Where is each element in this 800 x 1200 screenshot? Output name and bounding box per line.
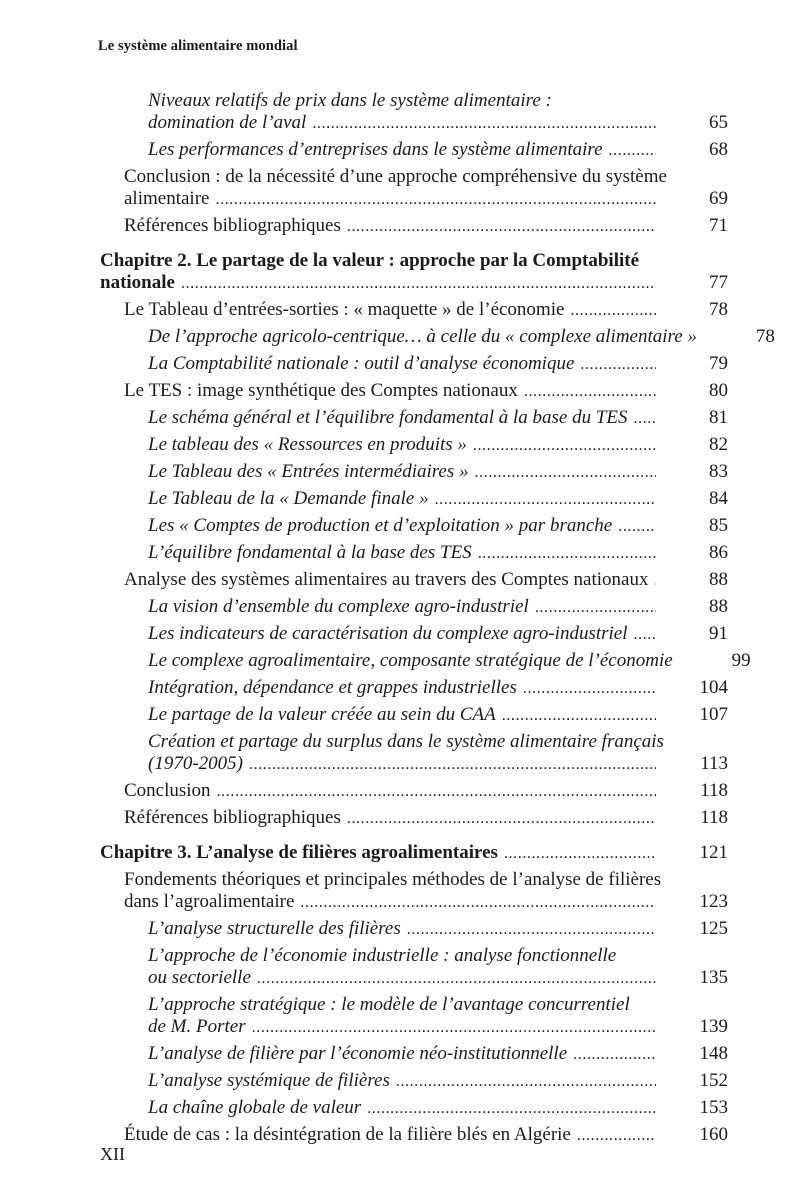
toc-entry-line (124, 891, 728, 914)
toc-page-number: 78 (755, 326, 775, 347)
dot-leader (628, 624, 657, 646)
toc-page-number: 65 (709, 112, 728, 133)
dot-leader (401, 919, 656, 941)
toc-entry (148, 90, 728, 135)
toc-entry-title: ou sectorielle (148, 967, 251, 988)
toc-entry (148, 1070, 728, 1093)
toc-entry-title: Le TES : image synthétique des Comptes nationaux (124, 380, 518, 401)
toc-entry-line (148, 596, 728, 619)
toc-entry-line (148, 112, 728, 135)
toc-entry-title: Chapitre 3. L’analyse de filières agroalimentaires (100, 842, 498, 863)
dot-leader (518, 381, 656, 403)
toc-entry-line (148, 139, 728, 162)
toc-entry (124, 807, 728, 830)
toc-page-number: 107 (699, 704, 728, 725)
toc-page-number: 83 (709, 461, 728, 482)
dot-leader (498, 843, 656, 865)
toc-entry (124, 215, 728, 238)
dot-leader (294, 892, 656, 914)
toc-entry-title: de M. Porter (148, 1016, 246, 1037)
dot-leader (429, 489, 656, 511)
toc-entry-line (148, 1016, 728, 1039)
toc-entry (124, 299, 728, 322)
dot-leader (628, 408, 657, 430)
toc-entry-title: Références bibliographiques (124, 215, 341, 236)
toc-entry-line: L’approche stratégique : le modèle de l’avantage concurrentiel (148, 994, 630, 1015)
toc-entry-line (124, 780, 728, 803)
toc-entry-title: L’analyse systémique de filières (148, 1070, 390, 1091)
toc-entry-title: L’équilibre fondamental à la base des TES (148, 542, 472, 563)
toc-entry-line: Niveaux relatifs de prix dans le système alimentaire : (148, 90, 552, 111)
toc-entry-line (148, 918, 728, 941)
toc-page-number: 78 (709, 299, 728, 320)
toc-page-number: 68 (709, 139, 728, 160)
toc-entry-line (124, 569, 728, 592)
toc-entry-line (148, 434, 728, 457)
toc-entry (148, 596, 728, 619)
toc-entry-title: Conclusion (124, 780, 211, 801)
toc-entry (148, 407, 728, 430)
toc-entry (124, 569, 728, 592)
toc-entry (124, 869, 728, 914)
toc-entry-line (148, 1070, 728, 1093)
toc-entry-line (148, 967, 728, 990)
dot-leader (564, 300, 656, 322)
toc-entry-line (148, 623, 728, 646)
toc-entry-line (124, 380, 728, 403)
toc-page-number: 77 (709, 272, 728, 293)
toc-entry-title: Les « Comptes de production et d’exploitation » par branche (148, 515, 613, 536)
toc-entry (124, 780, 728, 803)
toc-entry-title: La Comptabilité nationale : outil d’analyse économique (148, 353, 575, 374)
toc-entry-line: Chapitre 2. Le partage de la valeur : approche par la Comptabilité (100, 250, 640, 271)
toc-page-number: 160 (699, 1124, 728, 1145)
toc-page-number: 71 (709, 215, 728, 236)
dot-leader (574, 354, 656, 376)
toc-list (100, 90, 775, 1151)
dot-leader (467, 435, 656, 457)
toc-entry-title: La chaîne globale de valeur (148, 1097, 362, 1118)
toc-entry-title: (1970-2005) (148, 753, 243, 774)
toc-entry (148, 650, 751, 673)
dot-leader (175, 273, 656, 295)
toc-entry (148, 488, 728, 511)
toc-entry-title: La vision d’ensemble du complexe agro-industriel (148, 596, 529, 617)
toc-entry-line: L’approche de l’économie industrielle : analyse fonctionnelle (148, 945, 617, 966)
toc-page-number: 85 (709, 515, 728, 536)
dot-leader (209, 189, 656, 211)
toc-entry (148, 1097, 728, 1120)
toc-entry (148, 731, 728, 776)
toc-entry-line (148, 704, 728, 727)
footer-page-number: XII (100, 1144, 125, 1164)
toc-entry-title: L’analyse structurelle des filières (148, 918, 401, 939)
running-header: Le système alimentaire mondial (98, 38, 298, 54)
toc-entry-title: nationale (100, 272, 175, 293)
toc-entry (124, 380, 728, 403)
dot-leader (341, 216, 656, 238)
toc-entry-line (148, 461, 728, 484)
toc-page-number: 118 (700, 807, 728, 828)
toc-page-number: 104 (699, 677, 728, 698)
toc-entry-title: alimentaire (124, 188, 210, 209)
toc-entry-title: Les performances d’entreprises dans le système alimentaire (148, 139, 603, 160)
dot-leader (567, 1044, 656, 1066)
toc-page-number: 91 (709, 623, 728, 644)
toc-entry-line (124, 807, 728, 830)
toc-page-number: 69 (709, 188, 728, 209)
toc-entry-title: Le Tableau d’entrées-sorties : « maquette » de l’économie (124, 299, 565, 320)
toc-entry (148, 677, 728, 700)
dot-leader (251, 968, 656, 990)
toc-page-number: 84 (709, 488, 728, 509)
dot-leader (306, 113, 656, 135)
toc-entry-line: Création et partage du surplus dans le système alimentaire français (148, 731, 664, 752)
dot-leader (612, 516, 656, 538)
toc-entry-title: domination de l’aval (148, 112, 307, 133)
toc-page-number: 88 (709, 596, 728, 617)
dot-leader (390, 1071, 656, 1093)
toc-entry-line (124, 299, 728, 322)
toc-entry-line (148, 353, 728, 376)
dot-leader (529, 597, 656, 619)
toc-entry-line (148, 1043, 728, 1066)
toc-entry-line (124, 188, 728, 211)
toc-entry (148, 461, 728, 484)
toc-page-number: 81 (709, 407, 728, 428)
toc-entry-line (148, 677, 728, 700)
dot-leader (361, 1098, 656, 1120)
toc-entry-line (148, 326, 775, 349)
toc-entry-line (148, 542, 728, 565)
toc-entry-line (148, 1097, 728, 1120)
dot-leader (211, 781, 656, 803)
toc-entry-line (148, 650, 751, 673)
toc-entry (148, 542, 728, 565)
dot-leader (472, 543, 656, 565)
toc-page-number: 79 (709, 353, 728, 374)
toc-entry-title: Intégration, dépendance et grappes industrielles (148, 677, 517, 698)
toc-entry (148, 353, 728, 376)
toc-entry (148, 1043, 728, 1066)
toc-entry (148, 623, 728, 646)
toc-entry-line (100, 842, 728, 865)
toc-page-number: 148 (699, 1043, 728, 1064)
toc-entry (148, 918, 728, 941)
toc-entry-line (148, 407, 728, 430)
toc-page-number: 123 (699, 891, 728, 912)
dot-leader (648, 570, 656, 592)
toc-entry (148, 945, 728, 990)
toc-entry-line: Fondements théoriques et principales méthodes de l’analyse de filières (124, 869, 662, 890)
dot-leader (571, 1125, 656, 1147)
toc-entry-title: Le partage de la valeur créée au sein du CAA (148, 704, 496, 725)
dot-leader (243, 754, 656, 776)
toc-entry-line (100, 272, 728, 295)
toc-entry-title: L’analyse de filière par l’économie néo-institutionnelle (148, 1043, 568, 1064)
toc-page-number: 86 (709, 542, 728, 563)
toc-entry-title: Les indicateurs de caractérisation du complexe agro-industriel (148, 623, 628, 644)
toc-entry-line (124, 1124, 728, 1147)
toc-entry (100, 250, 728, 295)
toc-page-number: 139 (699, 1016, 728, 1037)
toc-entry-line (124, 215, 728, 238)
toc-entry-title: Références bibliographiques (124, 807, 341, 828)
dot-leader (517, 678, 656, 700)
toc-entry-title: Étude de cas : la désintégration de la filière blés en Algérie (124, 1124, 571, 1145)
toc-entry-title: Le tableau des « Ressources en produits » (148, 434, 467, 455)
dot-leader (496, 705, 656, 727)
toc-entry (148, 326, 775, 349)
toc-entry (100, 842, 728, 865)
toc-entry-title: Le complexe agroalimentaire, composante stratégique de l’économie (148, 650, 673, 671)
toc-entry (124, 1124, 728, 1147)
toc-page-number: 99 (731, 650, 751, 671)
toc-page-number: 121 (699, 842, 728, 863)
toc-entry-line: Conclusion : de la nécessité d’une approche compréhensive du système (124, 166, 667, 187)
toc-entry (148, 515, 728, 538)
toc-entry-title: dans l’agroalimentaire (124, 891, 295, 912)
toc-entry (148, 994, 728, 1039)
toc-page-number: 152 (699, 1070, 728, 1091)
dot-leader (246, 1017, 656, 1039)
toc-entry-title: Le Tableau des « Entrées intermédiaires » (148, 461, 469, 482)
toc-page-number: 113 (700, 753, 728, 774)
toc-entry-line (148, 515, 728, 538)
toc-entry (148, 434, 728, 457)
toc-entry (148, 139, 728, 162)
toc-page-number: 82 (709, 434, 728, 455)
toc-entry-title: Le Tableau de la « Demande finale » (148, 488, 429, 509)
toc-entry (148, 704, 728, 727)
toc-page-number: 125 (699, 918, 728, 939)
toc-entry-title: De l’approche agricolo-centrique… à celle du « complexe alimentaire » (148, 326, 697, 347)
toc-page-number: 118 (700, 780, 728, 801)
dot-leader (469, 462, 656, 484)
toc-entry-title: Le schéma général et l’équilibre fondamental à la base du TES (148, 407, 628, 428)
toc-page-number: 153 (699, 1097, 728, 1118)
dot-leader (603, 140, 656, 162)
dot-leader (341, 808, 656, 830)
toc-entry-title: Analyse des systèmes alimentaires au travers des Comptes nationaux (124, 569, 649, 590)
toc-entry-line (148, 488, 728, 511)
toc-entry-line (148, 753, 728, 776)
toc-entry (124, 166, 728, 211)
toc-page-number: 88 (709, 569, 728, 590)
toc-page-number: 80 (709, 380, 728, 401)
toc-page-number: 135 (699, 967, 728, 988)
